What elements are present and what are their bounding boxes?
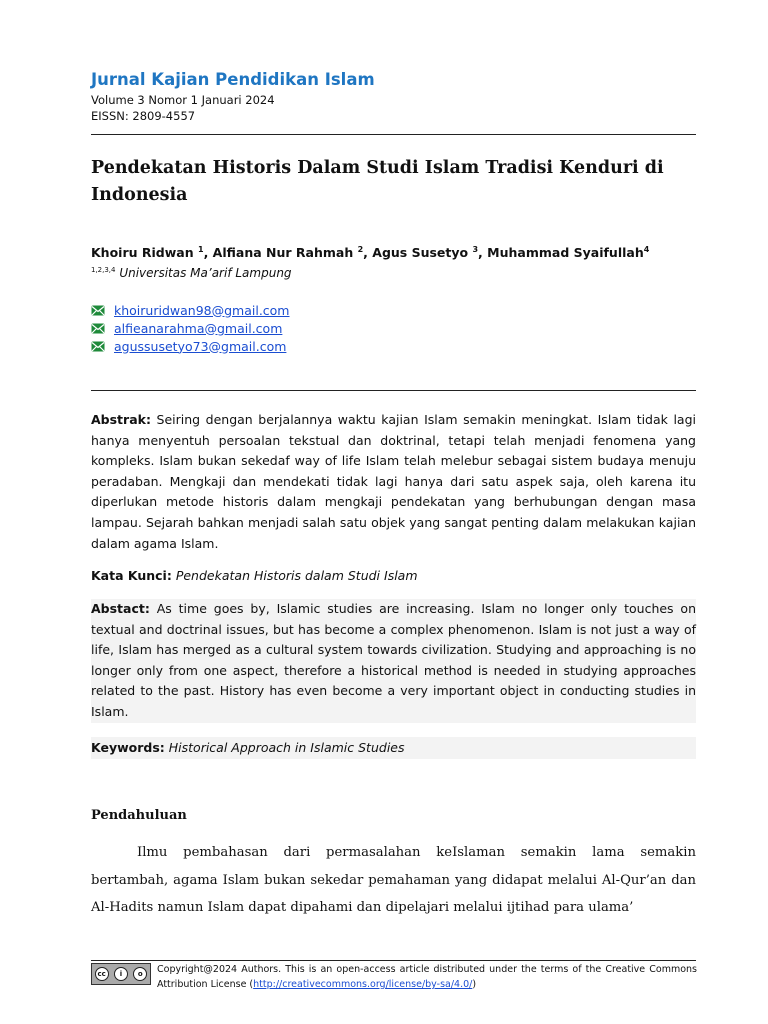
keywords — [91, 737, 696, 759]
affiliation-sup: 1,2,3,4 — [91, 266, 116, 274]
keywords-text: Historical Approach in Islamic Studies — [168, 740, 405, 755]
author-name: Khoiru Ridwan — [91, 245, 194, 261]
email-link[interactable]: khoiruridwan98@gmail.com — [114, 302, 290, 318]
author-list: Khoiru Ridwan $^1$, Alfiana Nur Rahmah $^2$, Agus Susetyo $^3$, Muhammad Syaifullah$^4$ — [91, 245, 650, 261]
email-item — [91, 301, 290, 319]
by-icon: i — [114, 967, 128, 981]
journal-issn: EISSN: 2809-4557 — [91, 109, 196, 123]
section-body: Ilmu pembahasan dari permasalahan keIslaman semakin lama semakin bertambah, agama Islam bukan sekedar pemahaman yang didapat melalui Al-Qur’an dan Al-Hadits namun Islam dapat dipahami dan dipelajari melalui ijtihad para ulama’ — [91, 845, 696, 915]
footer-divider — [91, 960, 696, 961]
mail-icon — [91, 341, 105, 352]
abstrak-paragraph — [91, 410, 696, 554]
abstract-paragraph — [91, 599, 696, 723]
kata-kunci — [91, 568, 418, 583]
author-sup: 2 — [357, 245, 364, 254]
footer-text: Copyright@2024 Authors. This is an open-access article distributed under the terms of the Creative Commons Attribution License ( — [157, 964, 697, 990]
abstrak-text: Seiring dengan berjalannya waktu kajian Islam semakin meningkat. Islam tidak lagi hanya menyentuh persoalan tekstual dan doktrinal, tetapi telah menjadi fenomena yang kompleks. Islam bukan sekedaf way of life Islam telah melebur sebagai sistem budaya menuju peradaban. Mengkaji dan mendekati tidak lagi hanya dari satu aspek saja, oleh karena itu diperlukan metode historis dalam mengkaji pendekatan yang berhubungan dengan masa lampau. Sejarah bahkan menjadi salah satu objek yang sangat penting dalam melakukan kajian dalam agama Islam. — [91, 412, 696, 551]
cc-license-badge — [91, 963, 151, 985]
journal-title: Jurnal Kajian Pendidikan Islam — [91, 70, 375, 89]
cc-icon: cc — [95, 967, 109, 981]
author-name: Alfiana Nur Rahmah — [212, 245, 354, 261]
section-heading: Pendahuluan — [91, 808, 187, 823]
author-sup: 3 — [472, 245, 479, 254]
abstract-divider — [91, 390, 696, 391]
sa-icon: o — [133, 967, 147, 981]
mail-icon — [91, 305, 105, 316]
author-name: Muhammad Syaifullah — [487, 245, 644, 261]
email-item — [91, 337, 290, 355]
author-sup: 1 — [197, 245, 204, 254]
kata-kunci-text: Pendekatan Historis dalam Studi Islam — [175, 568, 418, 583]
author-name: Agus Susetyo — [372, 245, 469, 261]
author-sup: 4 — [643, 245, 650, 254]
journal-volume: Volume 3 Nomor 1 Januari 2024 — [91, 93, 275, 107]
mail-icon — [91, 323, 105, 334]
email-list — [91, 301, 290, 355]
email-link[interactable]: alfieanarahma@gmail.com — [114, 320, 283, 336]
kata-kunci-label: Kata Kunci: — [91, 568, 172, 583]
abstract-label: Abstact: — [91, 601, 150, 616]
license-link[interactable]: http://creativecommons.org/license/by-sa/4.0/ — [253, 979, 473, 990]
email-item — [91, 319, 290, 337]
email-link[interactable]: agussusetyo73@gmail.com — [114, 338, 287, 354]
header-divider — [91, 134, 696, 135]
abstract-text: As time goes by, Islamic studies are increasing. Islam no longer only touches on textual and doctrinal issues, but has become a complex phenomenon. Islam is not just a way of life, Islam has merged as a cultural system towards civilization. Studying and approaching is no longer only from one aspect, therefore a historical method is needed in studying approaches related to the past. History has even become a very important object in conducting studies in Islam. — [91, 601, 696, 719]
affiliation-name: Universitas Ma’arif Lampung — [119, 266, 292, 280]
abstrak-label: Abstrak: — [91, 412, 151, 427]
affiliation — [91, 266, 292, 280]
paper-title: Pendekatan Historis Dalam Studi Islam Tradisi Kenduri di Indonesia — [91, 158, 664, 205]
footer-license — [157, 962, 697, 992]
footer-end: ) — [472, 979, 477, 990]
keywords-label: Keywords: — [91, 740, 165, 755]
